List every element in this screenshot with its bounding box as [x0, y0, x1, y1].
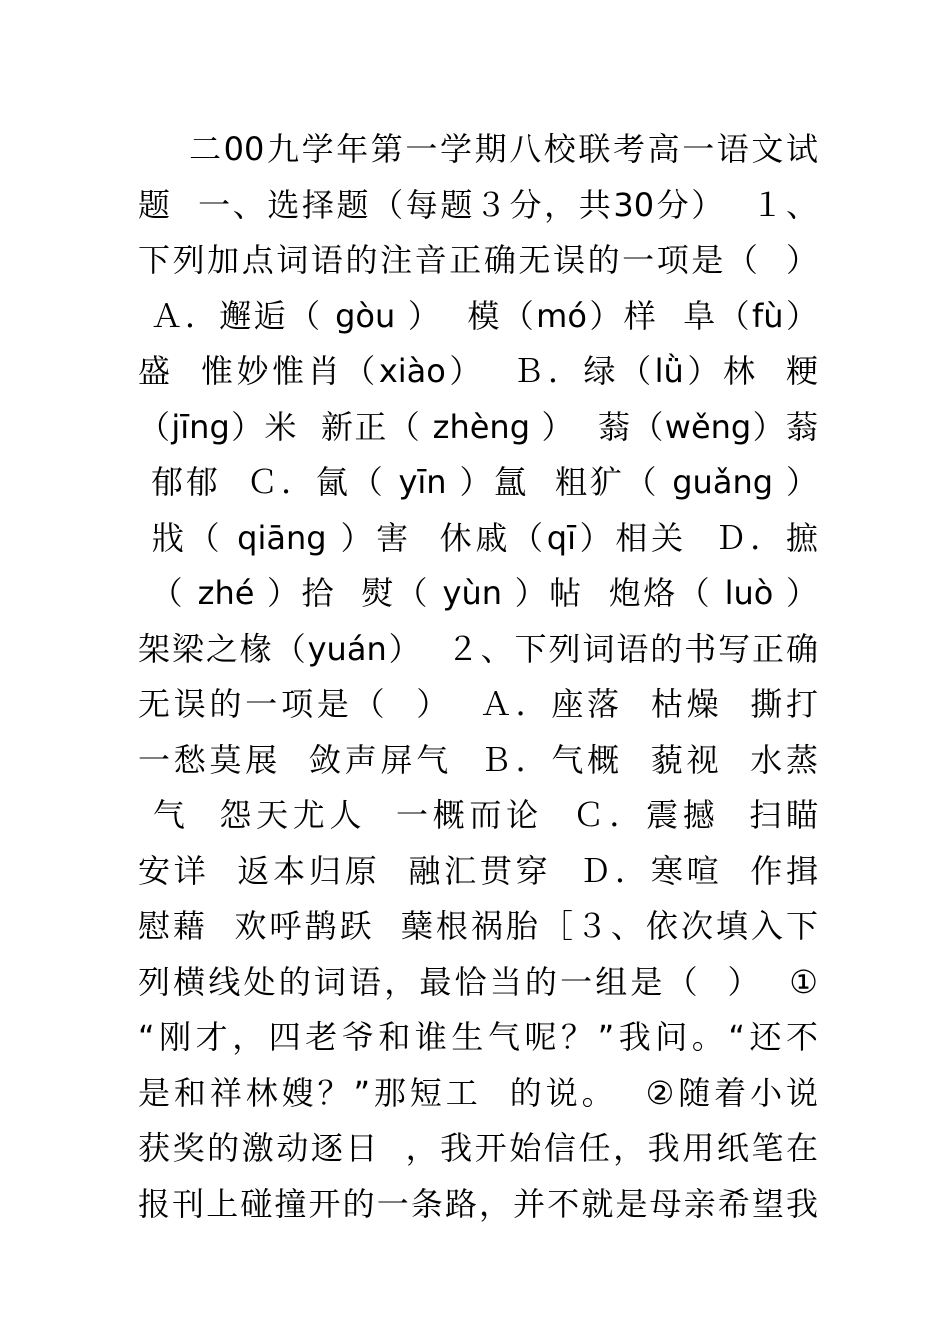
- text-line-16: 列横线处的词语，最恰当的一组是（ ） ①: [138, 962, 818, 1001]
- exam-text-body: [138, 122, 818, 1232]
- text-line-8: 戕（ qiāng ）害 休戚（qī）相关 Ｄ．摭: [138, 518, 818, 557]
- text-line-4: Ａ．邂逅（ gòu ） 模（mó）样 阜（fù）: [138, 296, 818, 335]
- text-line-5: 盛 惟妙惟肖（xiào） Ｂ．绿（lǜ）林 粳: [138, 352, 818, 390]
- text-line-1: 二00九学年第一学期八校联考高一语文试: [138, 130, 818, 168]
- text-line-7: 郁郁 Ｃ．氤（ yīn ）氲 粗犷（ guǎng ）: [138, 463, 818, 501]
- text-line-2: 题 一、选择题（每题３分，共30分） １、: [138, 185, 818, 224]
- text-line-20: 报刊上碰撞开的一条路，并不就是母亲希望我: [138, 1184, 818, 1223]
- text-line-10: 架梁之椽（yuán） ２、下列词语的书写正确: [138, 629, 818, 668]
- text-line-12: 一愁莫展 敛声屏气 Ｂ．气概 藐视 水蒸: [138, 740, 818, 779]
- text-line-15: 慰藉 欢呼鹊跃 蘖根祸胎［３、依次填入下: [138, 907, 818, 945]
- text-line-19: 获奖的激动逐日 ，我开始信任，我用纸笔在: [138, 1129, 818, 1167]
- text-line-17: “刚才，四老爷和谁生气呢？”我问。“还不: [138, 1018, 818, 1056]
- text-line-3: 下列加点词语的注音正确无误的一项是（ ）: [138, 241, 818, 279]
- text-line-13: 气 怨天尤人 一概而论 Ｃ．震撼 扫瞄: [138, 796, 818, 834]
- text-line-9: （ zhé ）拾 熨（ yùn ）帖 炮烙（ luò ）: [138, 574, 818, 612]
- text-line-11: 无误的一项是（ ） Ａ．座落 枯燥 撕打: [138, 685, 818, 723]
- text-line-6: （jīng）米 新正（ zhèng ） 蓊（wěng）蓊: [138, 407, 818, 446]
- text-line-14: 安详 返本归原 融汇贯穿 Ｄ．寒喧 作揖: [138, 851, 818, 890]
- text-line-18: 是和祥林嫂？”那短工 的说。 ②随着小说: [138, 1073, 818, 1112]
